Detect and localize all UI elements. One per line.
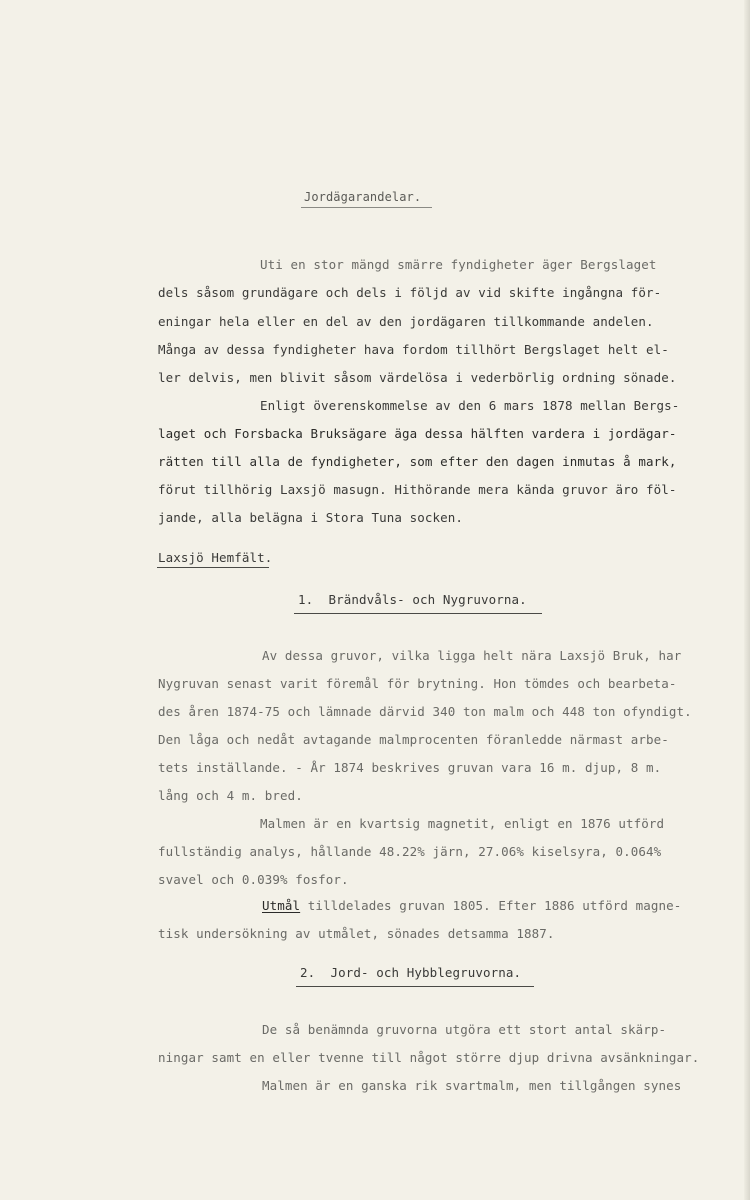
- subsection-heading: 2. Jord- och Hybblegruvorna.: [300, 965, 522, 980]
- subsection-heading: 1. Brändvåls- och Nygruvorna.: [298, 592, 527, 607]
- title-underline: [301, 207, 432, 208]
- intro-line: dels såsom grundägare och dels i följd av vid skifte ingångna för-: [158, 285, 662, 300]
- body-line: tets inställande. - År 1874 beskrives gruvan vara 16 m. djup, 8 m.: [158, 760, 662, 775]
- body-line: des åren 1874-75 och lämnade därvid 340 ton malm och 448 ton ofyndigt.: [158, 704, 692, 719]
- intro-line: Uti en stor mängd smärre fyndigheter äger Bergslaget: [260, 257, 657, 272]
- subsection-heading-underline: [296, 986, 534, 987]
- body-line: Malmen är en ganska rik svartmalm, men tillgången synes: [262, 1078, 682, 1093]
- intro-line: Enligt överenskommelse av den 6 mars 1878 mellan Bergs-: [260, 398, 680, 413]
- body-line: Den låga och nedåt avtagande malmprocenten föranledde närmast arbe-: [158, 732, 669, 747]
- body-line: tisk undersökning av utmålet, sönades detsamma 1887.: [158, 926, 555, 941]
- body-line: [262, 898, 681, 914]
- body-line: De så benämnda gruvorna utgöra ett stort antal skärp-: [262, 1022, 667, 1037]
- subsection-heading-underline: [294, 613, 542, 614]
- body-line: Av dessa gruvor, vilka ligga helt nära Laxsjö Bruk, har: [262, 648, 682, 663]
- intro-line: rätten till alla de fyndigheter, som efter den dagen inmutas å mark,: [158, 454, 677, 469]
- body-line: Malmen är en kvartsig magnetit, enligt en 1876 utförd: [260, 816, 665, 831]
- document-title: Jordägarandelar.: [304, 190, 422, 204]
- section-heading: Laxsjö Hemfält.: [158, 550, 273, 565]
- scan-edge: [744, 0, 750, 1200]
- intro-line: Många av dessa fyndigheter hava fordom tillhört Bergslaget helt el-: [158, 342, 669, 357]
- utmal-text: tilldelades gruvan 1805. Efter 1886 utförd magne-: [300, 898, 682, 913]
- utmal-label: Utmål: [262, 898, 301, 913]
- intro-line: ler delvis, men blivit såsom värdelösa i vederbörlig ordning sönade.: [158, 370, 677, 385]
- body-line: svavel och 0.039% fosfor.: [158, 872, 349, 887]
- body-line: Nygruvan senast varit föremål för brytning. Hon tömdes och bearbeta-: [158, 676, 677, 691]
- intro-line: jande, alla belägna i Stora Tuna socken.: [158, 510, 464, 525]
- body-line: fullständig analys, hållande 48.22% järn, 27.06% kiselsyra, 0.064%: [158, 844, 662, 859]
- intro-line: eningar hela eller en del av den jordägaren tillkommande andelen.: [158, 314, 654, 329]
- body-line: ningar samt en eller tvenne till något större djup drivna avsänkningar.: [158, 1050, 700, 1065]
- section-heading-underline: [157, 567, 269, 568]
- intro-line: förut tillhörig Laxsjö masugn. Hithörande mera kända gruvor äro föl-: [158, 482, 677, 497]
- intro-line: laget och Forsbacka Bruksägare äga dessa hälften vardera i jordägar-: [158, 426, 677, 441]
- body-line: lång och 4 m. bred.: [158, 788, 303, 803]
